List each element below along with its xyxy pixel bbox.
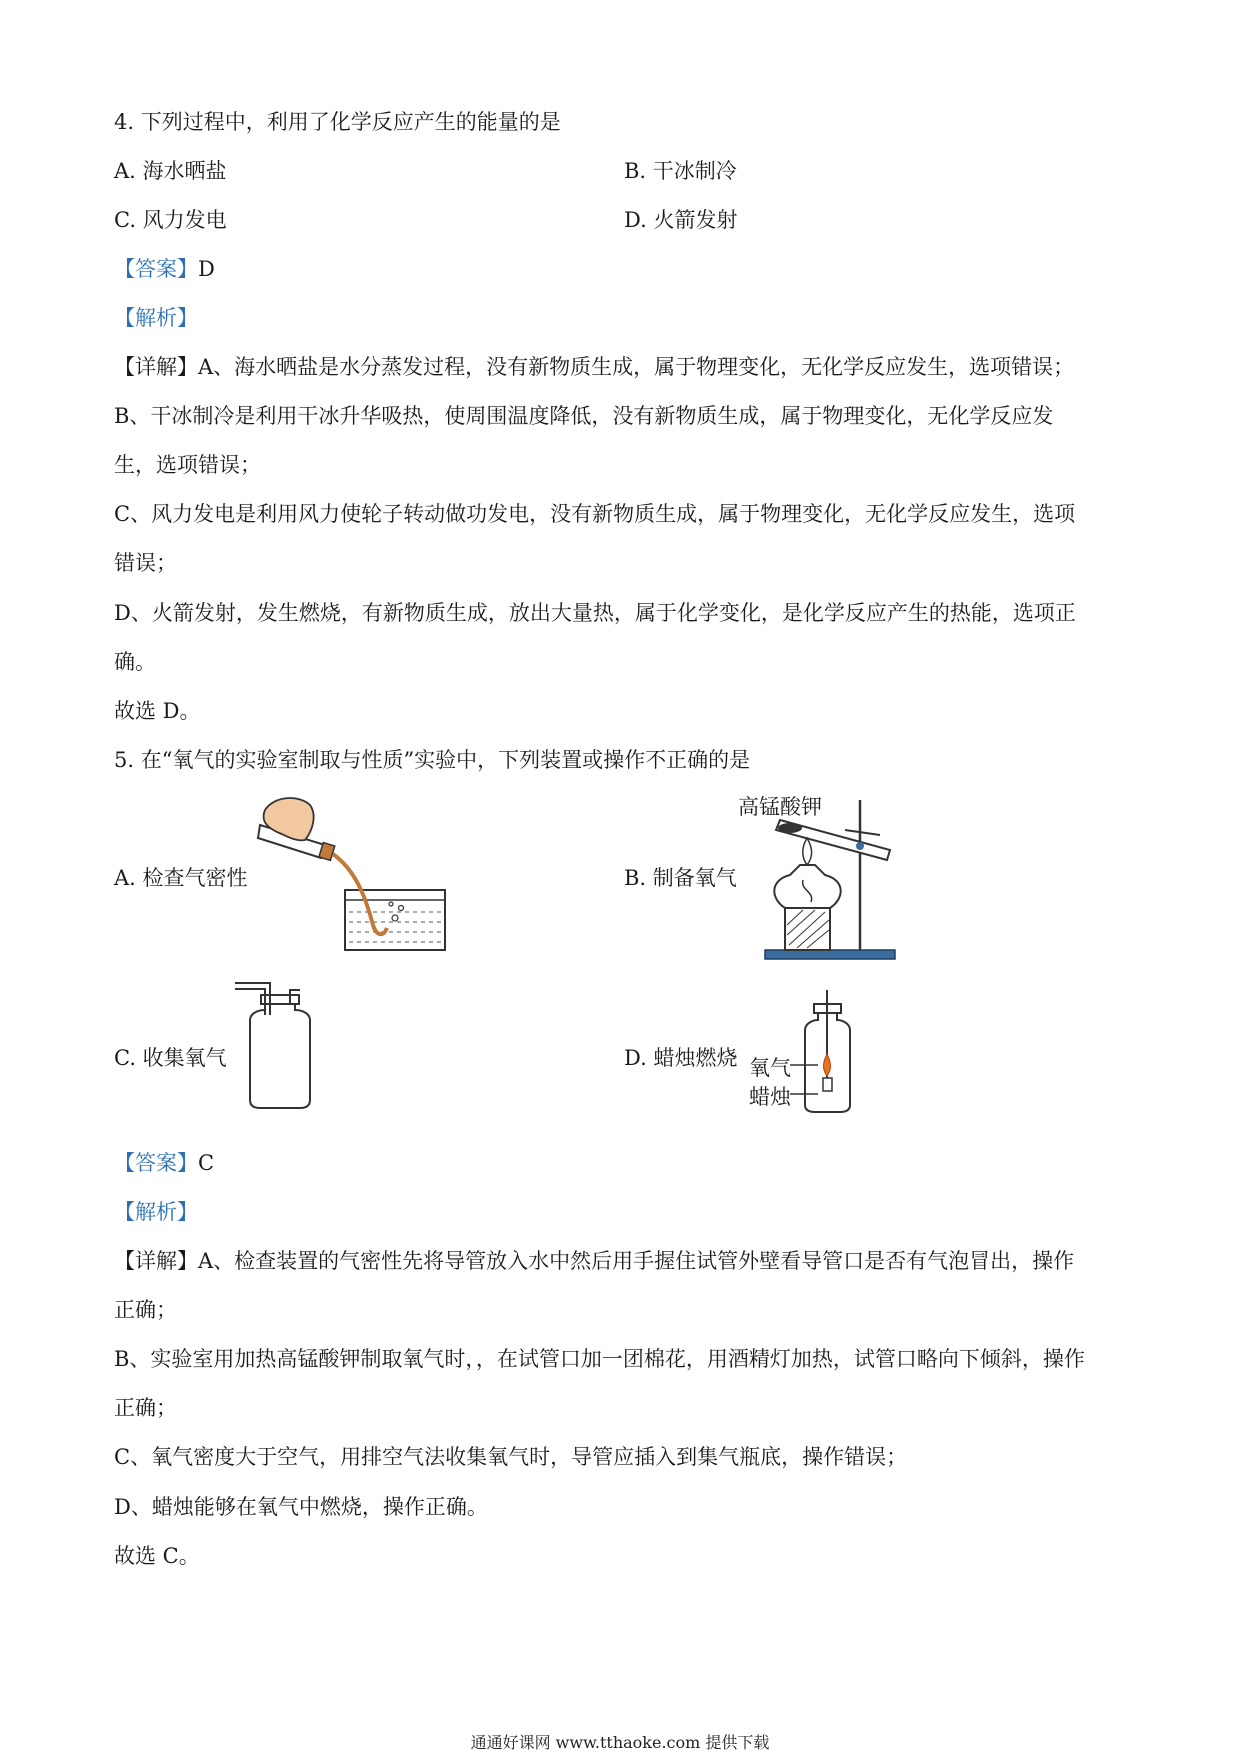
q4-detail-5: 错误； — [114, 551, 177, 575]
q4-detail-6: D、火箭发射，发生燃烧，有新物质生成，放出大量热，属于化学变化，是化学反应产生的热能，选项正 — [114, 601, 1076, 625]
q5-answer-value: C — [198, 1151, 215, 1175]
figure-candle-burning — [795, 990, 855, 1115]
q4-answer-value: D — [198, 257, 215, 281]
label-candle: 蜡烛 — [749, 1085, 791, 1109]
kmno4-solid — [778, 823, 802, 833]
q4-answer — [114, 253, 215, 283]
q5-detail-5: C、氧气密度大于空气，用排空气法收集氧气时，导管应插入到集气瓶底，操作错误； — [114, 1445, 908, 1469]
q4-analysis-tag: 【解析】 — [114, 306, 198, 330]
q4-answer-tag: 【答案】 — [114, 257, 198, 281]
q4-stem: 4. 下列过程中，利用了化学反应产生的能量的是 — [114, 110, 561, 134]
water-trough — [345, 890, 445, 950]
q4-option-c: C. 风力发电 — [114, 208, 227, 232]
label-oxygen: 氧气 — [749, 1056, 791, 1080]
q4-detail-tag: 【详解】 — [114, 355, 198, 379]
q4-option-d: D. 火箭发射 — [624, 208, 738, 232]
q5-option-c: C. 收集氧气 — [114, 1046, 227, 1070]
q5-option-d: D. 蜡烛燃烧 — [624, 1046, 738, 1070]
q4-conclusion: 故选 D。 — [114, 699, 201, 723]
q5-option-a: A. 检查气密性 — [114, 866, 248, 890]
q4-detail-4: C、风力发电是利用风力使轮子转动做功发电，没有新物质生成，属于物理变化，无化学反应发生，选项 — [114, 502, 1076, 526]
q5-conclusion: 故选 C。 — [114, 1544, 200, 1568]
figure-collect-oxygen — [225, 980, 320, 1110]
q5-answer-tag: 【答案】 — [114, 1151, 198, 1175]
q4-detail-7: 确。 — [114, 650, 156, 674]
stopper — [261, 995, 299, 1004]
q4-detail-text: A、海水晒盐是水分蒸发过程，没有新物质生成，属于物理变化，无化学反应发生，选项错误； — [198, 355, 1075, 379]
clamp — [845, 830, 880, 835]
q4-option-b: B. 干冰制冷 — [624, 159, 737, 183]
q5-detail-2: 正确； — [114, 1298, 177, 1322]
q5-analysis-tag: 【解析】 — [114, 1200, 198, 1224]
q5-detail-3: B、实验室用加热高锰酸钾制取氧气时，，在试管口加一团棉花，用酒精灯加热，试管口略向下倾斜，操作 — [114, 1347, 1085, 1371]
candle-icon — [823, 1078, 832, 1091]
label-leader-lines — [790, 1064, 820, 1096]
q4-detail-3: 生，选项错误； — [114, 453, 261, 477]
q5-option-b: B. 制备氧气 — [624, 866, 737, 890]
q5-answer — [114, 1147, 214, 1177]
alcohol-lamp — [774, 838, 840, 908]
gas-jar — [250, 1002, 310, 1108]
q5-detail-6: D、蜡烛能够在氧气中燃烧，操作正确。 — [114, 1495, 488, 1519]
figure-airtightness — [255, 800, 455, 955]
q5-detail-1 — [114, 1245, 1074, 1275]
q4-detail-1 — [114, 351, 1074, 381]
q4-option-a: A. 海水晒盐 — [114, 159, 227, 183]
page-footer: 通通好课网 www.tthaoke.com 提供下载 — [470, 1733, 770, 1752]
q4-detail-2: B、干冰制冷是利用干冰升华吸热，使周围温度降低，没有新物质生成，属于物理变化，无化学反应发 — [114, 404, 1054, 428]
stand-base — [765, 950, 895, 959]
q5-stem: 5. 在“氧气的实验室制取与性质”实验中，下列装置或操作不正确的是 — [114, 748, 751, 772]
q5-detail-tag: 【详解】 — [114, 1249, 198, 1273]
label-kmno4: 高锰酸钾 — [738, 795, 822, 819]
q5-detail-4: 正确； — [114, 1396, 177, 1420]
q5-detail-text: A、检查装置的气密性先将导管放入水中然后用手握住试管外壁看导管口是否有气泡冒出，操作 — [198, 1249, 1075, 1273]
clamp-knob — [856, 842, 864, 850]
flame-icon — [803, 838, 812, 865]
wooden-block — [785, 908, 830, 950]
